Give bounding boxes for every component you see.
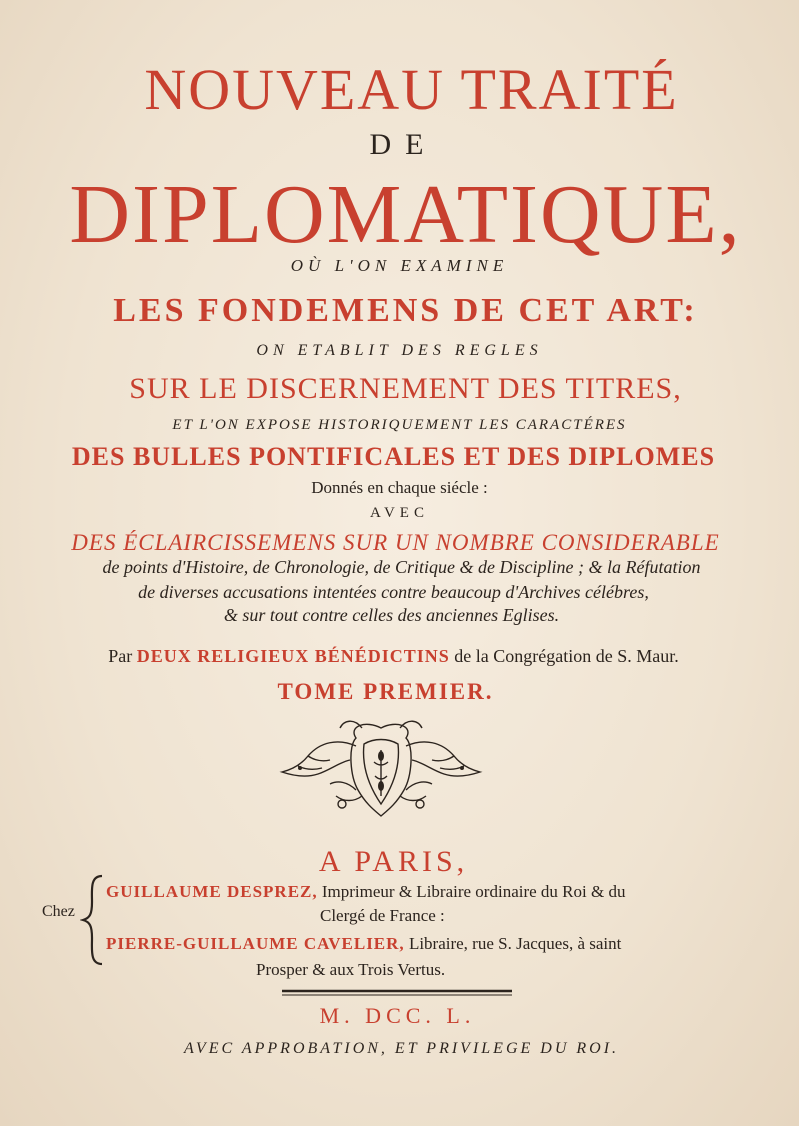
imprint-chez: Chez bbox=[42, 903, 75, 920]
subtitle-line-eclaircissemens: DES ÉCLAIRCISSEMENS SUR UN NOMBRE CONSIDERABLE bbox=[71, 530, 720, 555]
title-line-de: DE bbox=[369, 128, 438, 161]
author-line bbox=[0, 646, 793, 667]
publication-date: M. DCC. L. bbox=[319, 1003, 476, 1028]
decorative-rule bbox=[280, 988, 514, 998]
printer1-name: GUILLAUME DESPREZ, bbox=[106, 882, 318, 901]
printer2-line1: Libraire, rue S. Jacques, à saint bbox=[408, 934, 622, 953]
imprint-city: A PARIS, bbox=[318, 845, 469, 878]
cartouche-vignette-icon bbox=[278, 716, 484, 820]
author-names: DEUX RELIGIEUX BÉNÉDICTINS bbox=[136, 646, 450, 666]
subtitle-line-bulles: DES BULLES PONTIFICALES ET DES DIPLOMES bbox=[71, 442, 716, 471]
subtitle-line-points: de points d'Histoire, de Chronologie, de Critique & de Discipline ; & la Réfutation bbox=[102, 557, 701, 577]
privilege-line: AVEC APPROBATION, ET PRIVILEGE DU ROI. bbox=[183, 1040, 620, 1057]
printer2-line2: Prosper & aux Trois Vertus. bbox=[256, 960, 446, 979]
printer1-line2: Clergé de France : bbox=[320, 906, 445, 925]
subtitle-line-siecle: Donnés en chaque siécle : bbox=[311, 478, 488, 497]
title-line-diplomatique: DIPLOMATIQUE, bbox=[69, 168, 742, 261]
subtitle-line-regles: ON ETABLIT DES REGLES bbox=[256, 342, 543, 359]
author-par: Par bbox=[108, 646, 133, 666]
printer2-name: PIERRE-GUILLAUME CAVELIER, bbox=[106, 934, 405, 953]
printer2-first-line bbox=[106, 934, 621, 954]
curly-brace-icon bbox=[80, 872, 106, 968]
printer1-first-line bbox=[106, 882, 625, 902]
subtitle-line-avec: AVEC bbox=[370, 505, 429, 521]
subtitle-line-eglises: & sur tout contre celles des anciennes Eglises. bbox=[223, 605, 560, 625]
title-line-nouveau-traite: NOUVEAU TRAITÉ bbox=[144, 57, 679, 122]
author-rest: de la Congrégation de S. Maur. bbox=[454, 646, 679, 666]
printer1-line1: Imprimeur & Libraire ordinaire du Roi & du bbox=[321, 882, 626, 901]
subtitle-line-examine: OÙ L'ON EXAMINE bbox=[290, 256, 509, 275]
subtitle-line-caracteres: ET L'ON EXPOSE HISTORIQUEMENT LES CARACTÉRES bbox=[172, 417, 627, 433]
subtitle-line-accusations: de diverses accusations intentées contre beaucoup d'Archives célébres, bbox=[138, 582, 649, 602]
subtitle-line-discernement: SUR LE DISCERNEMENT DES TITRES, bbox=[129, 372, 682, 405]
volume-label: TOME PREMIER. bbox=[277, 679, 494, 704]
subtitle-line-fondemens: LES FONDEMENS DE CET ART: bbox=[113, 292, 698, 329]
